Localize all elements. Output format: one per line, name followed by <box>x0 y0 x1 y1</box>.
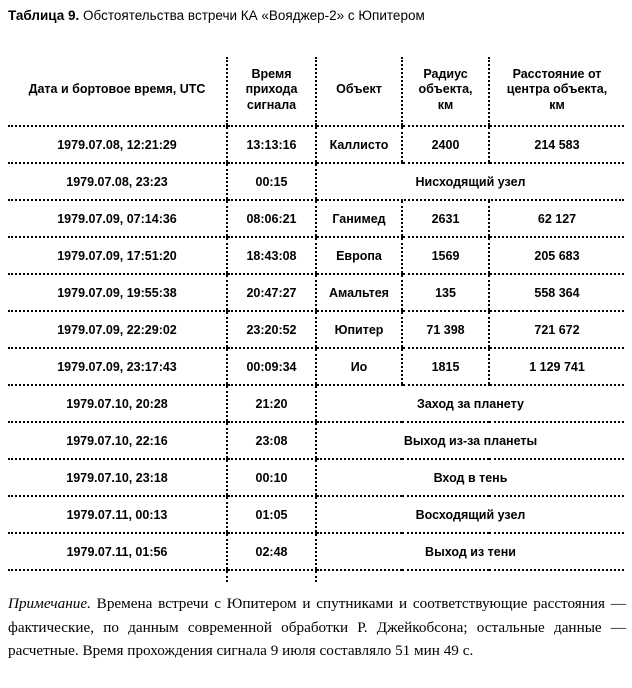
cell-datetime: 1979.07.11, 01:56 <box>8 533 227 570</box>
cell-datetime: 1979.07.09, 07:14:36 <box>8 200 227 237</box>
column-header-distance <box>489 57 624 126</box>
cell-signal-time: 00:15 <box>227 163 316 200</box>
cell-object-radius: 2631 <box>402 200 489 237</box>
table-caption <box>8 7 624 24</box>
table-row <box>8 496 624 533</box>
cell-object-radius: 71 398 <box>402 311 489 348</box>
table-row <box>8 200 624 237</box>
cell-datetime: 1979.07.09, 17:51:20 <box>8 237 227 274</box>
stub-cell <box>227 570 316 582</box>
table-row <box>8 274 624 311</box>
cell-event-description: Восходящий узел <box>316 496 624 533</box>
column-header-radius-line-3: км <box>437 97 454 112</box>
table-caption-label: Таблица 9. <box>8 8 80 23</box>
cell-signal-time: 21:20 <box>227 385 316 422</box>
table-caption-text: Обстоятельства встречи КА «Вояджер-2» с Юпитером <box>79 8 425 23</box>
cell-signal-time: 18:43:08 <box>227 237 316 274</box>
table-row <box>8 126 624 163</box>
table-row <box>8 385 624 422</box>
cell-datetime: 1979.07.09, 19:55:38 <box>8 274 227 311</box>
cell-datetime: 1979.07.10, 20:28 <box>8 385 227 422</box>
table-row <box>8 533 624 570</box>
column-header-signal-time <box>227 57 316 126</box>
cell-datetime: 1979.07.08, 23:23 <box>8 163 227 200</box>
cell-datetime: 1979.07.08, 12:21:29 <box>8 126 227 163</box>
table-row <box>8 459 624 496</box>
table-row <box>8 163 624 200</box>
table-row <box>8 422 624 459</box>
cell-object-radius: 135 <box>402 274 489 311</box>
table-note-label: Примечание. <box>8 595 91 612</box>
table-separator-stub <box>8 570 624 582</box>
cell-object: Ганимед <box>316 200 402 237</box>
cell-datetime: 1979.07.09, 22:29:02 <box>8 311 227 348</box>
column-header-signal-time-line-1: Время <box>251 66 292 81</box>
column-header-radius <box>402 57 489 126</box>
table-row <box>8 311 624 348</box>
cell-object-radius: 1815 <box>402 348 489 385</box>
cell-datetime: 1979.07.09, 23:17:43 <box>8 348 227 385</box>
cell-object: Юпитер <box>316 311 402 348</box>
cell-signal-time: 08:06:21 <box>227 200 316 237</box>
cell-event-description: Выход из-за планеты <box>316 422 624 459</box>
voyager-encounter-table <box>8 57 624 582</box>
cell-object-radius: 1569 <box>402 237 489 274</box>
cell-object: Каллисто <box>316 126 402 163</box>
column-header-radius-line-2: объекта, <box>418 82 473 97</box>
cell-signal-time: 23:20:52 <box>227 311 316 348</box>
cell-event-description: Выход из тени <box>316 533 624 570</box>
table-container <box>8 57 624 582</box>
cell-distance-from-center: 214 583 <box>489 126 624 163</box>
cell-object-radius: 2400 <box>402 126 489 163</box>
cell-object: Амальтея <box>316 274 402 311</box>
cell-distance-from-center: 558 364 <box>489 274 624 311</box>
column-header-radius-line-1: Радиус <box>423 66 468 81</box>
cell-distance-from-center: 721 672 <box>489 311 624 348</box>
column-header-object <box>316 57 402 126</box>
cell-datetime: 1979.07.11, 00:13 <box>8 496 227 533</box>
cell-signal-time: 13:13:16 <box>227 126 316 163</box>
cell-datetime: 1979.07.10, 22:16 <box>8 422 227 459</box>
cell-signal-time: 23:08 <box>227 422 316 459</box>
cell-event-description: Заход за планету <box>316 385 624 422</box>
table-row <box>8 237 624 274</box>
cell-signal-time: 02:48 <box>227 533 316 570</box>
column-header-distance-line-3: км <box>549 97 565 112</box>
cell-distance-from-center: 62 127 <box>489 200 624 237</box>
column-header-datetime <box>8 57 227 126</box>
table-row <box>8 348 624 385</box>
stub-cell <box>316 570 624 582</box>
cell-event-description: Вход в тень <box>316 459 624 496</box>
cell-signal-time: 20:47:27 <box>227 274 316 311</box>
table-header-row <box>8 57 624 126</box>
column-header-signal-time-line-2: прихода <box>245 82 298 97</box>
table-note-text: Времена встречи с Юпитером и спутниками и соответствующие расстояния — фактические, по данным современной обработки Р. Джейкобсона; остальные данные — расчетные. Время прохождения сигнала 9 июля составляло 51 мин 49 с. <box>8 595 626 659</box>
column-header-signal-time-line-3: сигнала <box>246 97 297 112</box>
cell-datetime: 1979.07.10, 23:18 <box>8 459 227 496</box>
cell-distance-from-center: 205 683 <box>489 237 624 274</box>
table-note <box>8 592 626 663</box>
table-header <box>8 57 624 126</box>
cell-distance-from-center: 1 129 741 <box>489 348 624 385</box>
table-body <box>8 126 624 582</box>
stub-cell <box>8 570 227 582</box>
column-header-distance-line-2: центра объекта, <box>506 82 608 97</box>
cell-object: Ио <box>316 348 402 385</box>
cell-object: Европа <box>316 237 402 274</box>
cell-signal-time: 00:10 <box>227 459 316 496</box>
cell-signal-time: 00:09:34 <box>227 348 316 385</box>
column-header-object-line-1: Объект <box>336 82 382 97</box>
column-header-datetime-line-1: Дата и бортовое время, UTC <box>28 82 206 97</box>
cell-signal-time: 01:05 <box>227 496 316 533</box>
column-header-distance-line-1: Расстояние от <box>512 66 602 81</box>
cell-event-description: Нисходящий узел <box>316 163 624 200</box>
